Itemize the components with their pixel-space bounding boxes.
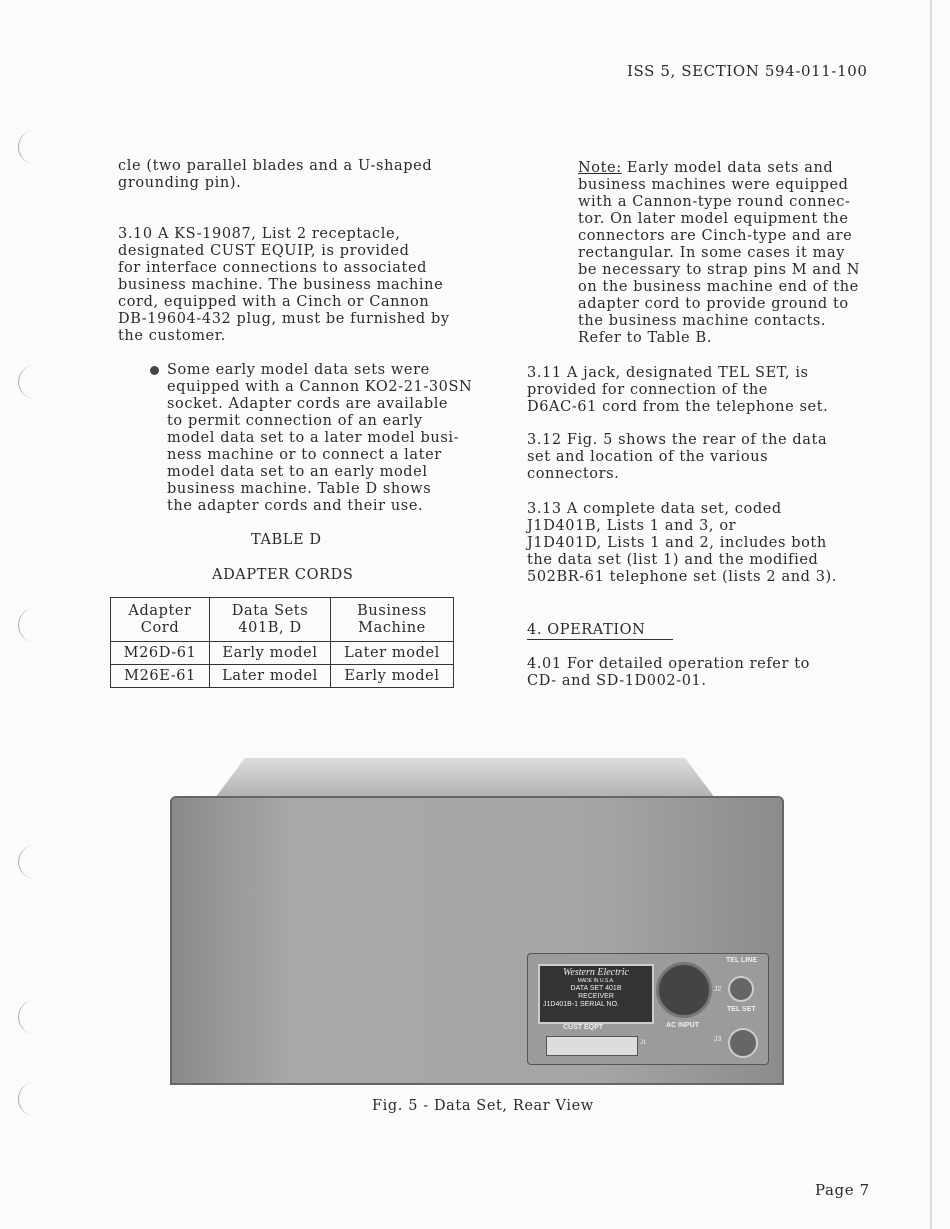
punch-hole: [18, 130, 39, 164]
paragraph-continued: cle (two parallel blades and a U-shaped grounding pin).: [118, 158, 433, 191]
paragraph-3-12: 3.12 Fig. 5 shows the rear of the data set and location of the various connectors.: [527, 432, 828, 482]
connector-panel: [527, 953, 769, 1065]
punch-hole: [18, 845, 39, 879]
paragraph-3-13: 3.13 A complete data set, coded J1D401B, Lists 1 and 3, or J1D401D, Lists 1 and 2, includes both the data set (list 1) and the modified 502BR-61 telephone set (lists 2 and 3).: [527, 501, 838, 585]
page-header: ISS 5, SECTION 594-011-100: [627, 62, 868, 80]
label-j1: J1: [640, 1040, 647, 1046]
label-cust-equip: CUST EQPT: [563, 1024, 604, 1031]
table-cell: Later model: [210, 665, 331, 688]
label-j2: J2: [714, 986, 722, 993]
bullet-icon: [150, 366, 159, 375]
label-tel-set: TEL SET: [727, 1006, 756, 1013]
paragraph-4-01: 4.01 For detailed operation refer to CD- and SD-1D002-01.: [527, 656, 810, 689]
note-label: Note:: [578, 160, 622, 176]
plate-model: DATA SET 401B: [570, 985, 622, 992]
note-paragraph: [578, 160, 860, 347]
punch-hole: [18, 1000, 39, 1034]
cust-equip-connector: [546, 1036, 638, 1056]
page-edge: [930, 0, 932, 1229]
punch-hole: [18, 365, 39, 399]
table-header: Business Machine: [331, 598, 454, 642]
tel-set-jack: [728, 1028, 758, 1058]
label-tel-line: TEL LINE: [726, 957, 757, 964]
plate-type: RECEIVER: [578, 993, 614, 1000]
paragraph-3-10: 3.10 A KS-19087, List 2 receptacle, designated CUST EQUIP, is provided for interface connections to associated business machine. The business machine cord, equipped with a Cinch or Cannon DB-19604-432 plug, must be furnished by the customer.: [118, 226, 450, 344]
cabinet-top: [215, 758, 715, 798]
plate-made: MADE IN U.S.A.: [577, 978, 615, 984]
table-row: [111, 642, 454, 665]
figure-caption: Fig. 5 - Data Set, Rear View: [372, 1098, 594, 1114]
paragraph-3-11: 3.11 A jack, designated TEL SET, is provided for connection of the D6AC-61 cord from the telephone set.: [527, 365, 829, 415]
table-header-row: [111, 598, 454, 642]
adapter-cords-table: [110, 597, 454, 688]
bullet-paragraph: Some early model data sets were equipped with a Cannon KO2-21-30SN socket. Adapter cords are available to permit connection of an early model data set to a later model busi- ness machine or to connect a later model data set to an early model business machine. Table D shows the adapter cords and their use.: [167, 362, 473, 514]
plate-serial: J1D401B-1 SERIAL NO.: [543, 1001, 619, 1008]
nameplate: [538, 964, 654, 1024]
table-subtitle: ADAPTER CORDS: [212, 567, 354, 583]
table-header: Data Sets 401B, D: [210, 598, 331, 642]
label-ac-input: AC INPUT: [666, 1022, 700, 1029]
plate-brand: Western Electric: [562, 967, 629, 978]
figure-data-set-rear-view: [165, 758, 782, 1084]
page-number: Page 7: [815, 1181, 870, 1199]
table-header: Adapter Cord: [111, 598, 210, 642]
punch-hole: [18, 608, 39, 642]
table-cell: M26D-61: [111, 642, 210, 665]
tel-line-jack: [728, 976, 754, 1002]
ac-input-connector: [656, 962, 712, 1018]
table-cell: Later model: [331, 642, 454, 665]
table-cell: M26E-61: [111, 665, 210, 688]
note-text: Early model data sets and business machines were equipped with a Cannon-type round connec- tor. On later model equipment the connectors are Cinch-type and are rectangular. In some cases it may be necessary to strap pins M and N on the business machine end of the adapter cord to provide ground to the business machine contacts. Refer to Table B.: [578, 160, 860, 346]
section-heading-operation: 4. OPERATION: [527, 622, 673, 640]
punch-hole: [18, 1082, 39, 1116]
label-j3: J3: [714, 1036, 722, 1043]
table-row: [111, 665, 454, 688]
table-title: TABLE D: [251, 532, 322, 548]
table-cell: Early model: [210, 642, 331, 665]
table-cell: Early model: [331, 665, 454, 688]
